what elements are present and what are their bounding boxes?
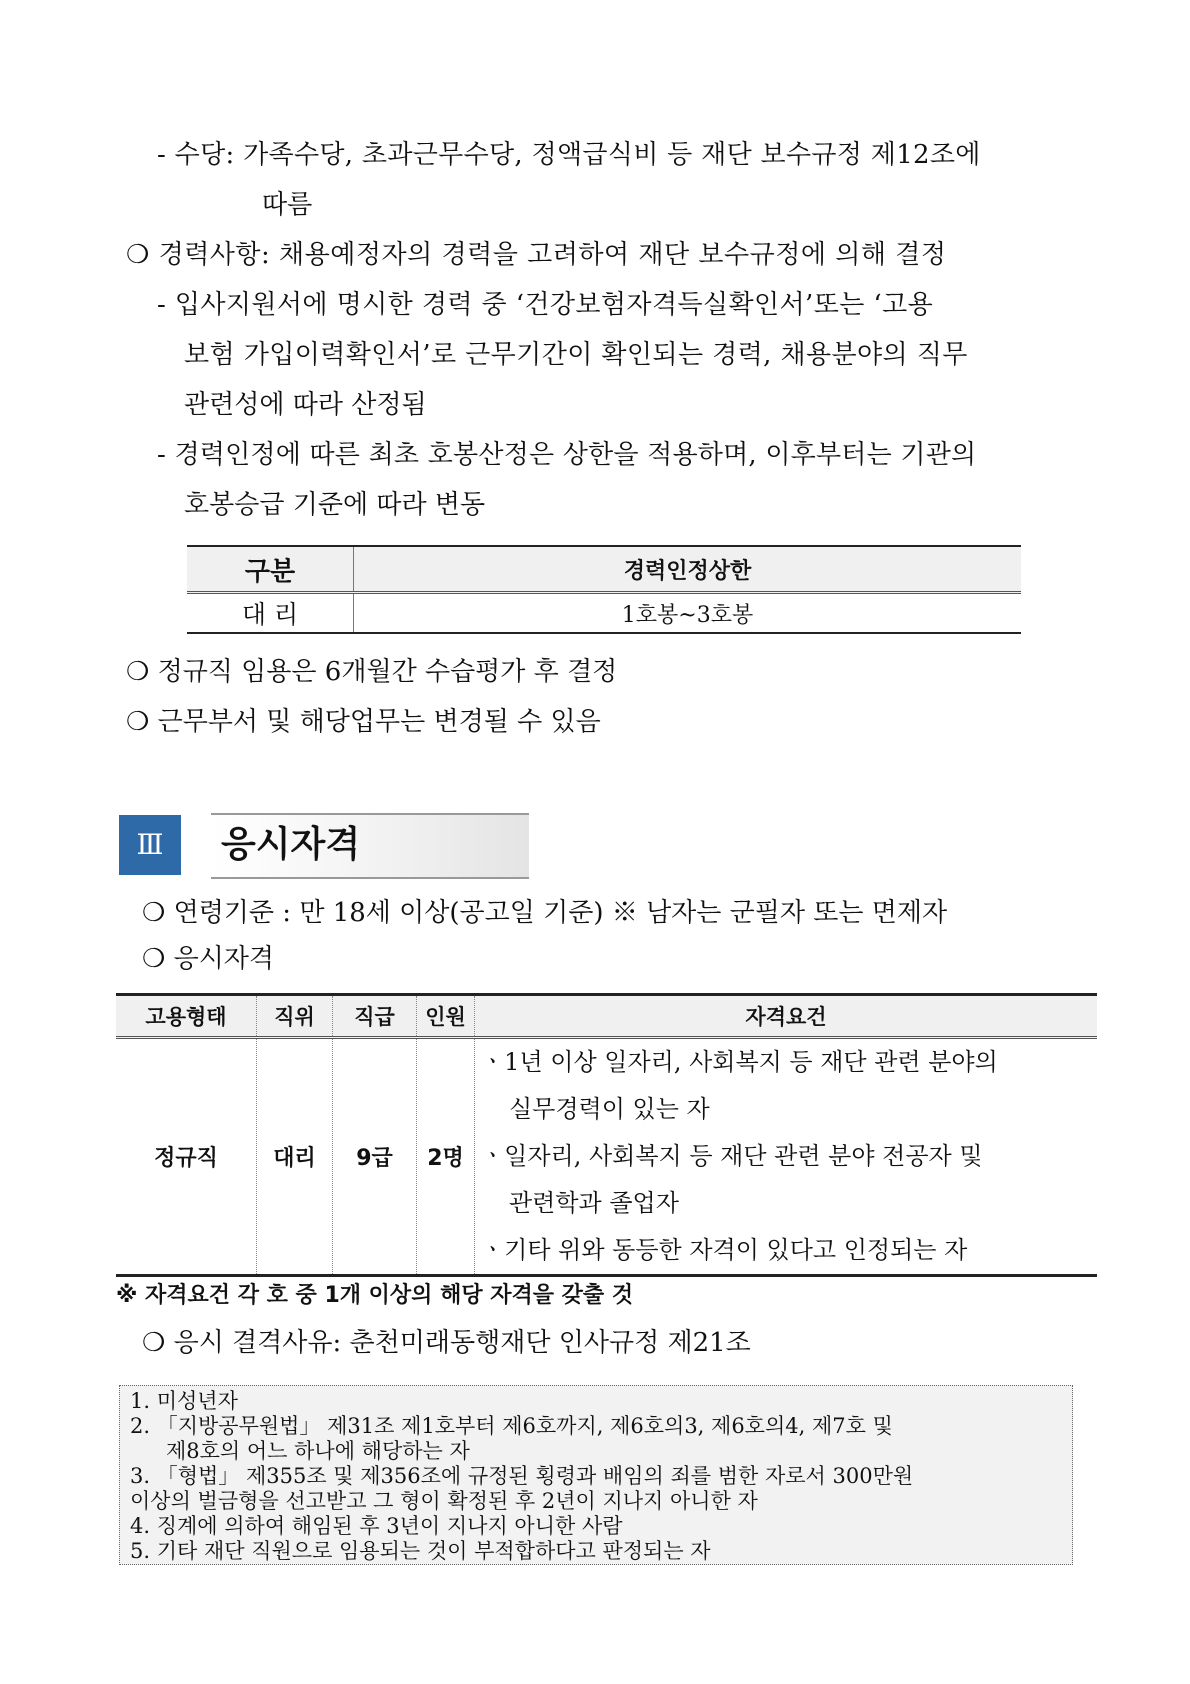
probation-line: ❍ 정규직 임용은 6개월간 수습평가 후 결정 — [126, 657, 618, 687]
section-number: Ⅲ — [119, 815, 181, 875]
disqualification-item-1: 1. 미성년자 — [130, 1389, 238, 1413]
requirement-3: ㆍ기타 위와 동등한 자격이 있다고 인정되는 자 — [481, 1236, 968, 1264]
section-title: 응시자격 — [221, 824, 361, 865]
disqualification-item-4: 4. 징계에 의하여 해임된 후 3년이 지나지 아니한 사람 — [130, 1514, 623, 1538]
disqualification-item-2-cont: 제8호의 어느 하나에 해당하는 자 — [166, 1439, 470, 1463]
career-detail-line-2: 보험 가입이력확인서’로 근무기간이 확인되는 경력, 채용분야의 직무 — [184, 340, 968, 370]
department-change-line: ❍ 근무부서 및 해당업무는 변경될 수 있음 — [126, 707, 601, 737]
disqualification-item-2: 2. 「지방공무원법」 제31조 제1호부터 제6호까지, 제6호의3, 제6호의4, 제7호 및 — [130, 1414, 893, 1438]
career-rule-line-2: 호봉승급 기준에 따라 변동 — [184, 490, 486, 520]
qual-cell-position: 대리 — [257, 1038, 333, 1276]
qualification-heading-line: ❍ 응시자격 — [142, 944, 275, 974]
qual-header-position: 직위 — [257, 995, 333, 1038]
career-table-cell-position: 대 리 — [187, 593, 354, 634]
qual-header-requirements: 자격요건 — [475, 995, 1098, 1038]
career-rule-line-1: - 경력인정에 따른 최초 호봉산정은 상한을 적용하며, 이후부터는 기관의 — [157, 440, 977, 470]
career-detail-line-1: - 입사지원서에 명시한 경력 중 ‘건강보험자격득실확인서’또는 ‘고용 — [157, 290, 934, 320]
qual-cell-grade: 9급 — [333, 1038, 417, 1276]
qual-cell-requirements — [475, 1038, 1098, 1276]
disqualification-box — [119, 1385, 1073, 1565]
disqualification-item-3: 3. 「형법」 제355조 및 제356조에 규정된 횡령과 배임의 죄를 범한 자로서 300만원 — [130, 1464, 914, 1488]
disqualification-item-3-cont: 이상의 벌금형을 선고받고 그 형이 확정된 후 2년이 지나지 아니한 자 — [130, 1489, 758, 1513]
qual-cell-count: 2명 — [417, 1038, 475, 1276]
career-cap-table — [187, 545, 1021, 634]
career-table-cell-cap: 1호봉~3호봉 — [354, 593, 1022, 634]
career-detail-line-3: 관련성에 따라 산정됨 — [184, 390, 427, 420]
age-criteria-line: ❍ 연령기준 : 만 18세 이상(공고일 기준) ※ 남자는 군필자 또는 면제자 — [142, 898, 948, 928]
requirement-2-cont: 관련학과 졸업자 — [509, 1189, 679, 1217]
qual-cell-type: 정규직 — [116, 1038, 257, 1276]
requirement-2: ㆍ일자리, 사회복지 등 재단 관련 분야 전공자 및 — [481, 1142, 983, 1170]
disqualification-heading-line: ❍ 응시 결격사유: 춘천미래동행재단 인사규정 제21조 — [142, 1328, 751, 1358]
qual-header-type: 고용형태 — [116, 995, 257, 1038]
section-title-box — [211, 813, 529, 879]
career-table-header-cap: 경력인정상한 — [354, 546, 1022, 593]
qual-header-grade: 직급 — [333, 995, 417, 1038]
allowance-line: - 수당: 가족수당, 초과근무수당, 정액급식비 등 재단 보수규정 제12조에 — [157, 140, 981, 170]
qualification-note: ※ 자격요건 각 호 중 1개 이상의 해당 자격을 갖출 것 — [116, 1283, 634, 1308]
qualification-table — [116, 993, 1097, 1277]
allowance-line-cont: 따름 — [262, 190, 313, 220]
career-table-header-category: 구분 — [187, 546, 354, 593]
requirement-1: ㆍ1년 이상 일자리, 사회복지 등 재단 관련 분야의 — [481, 1048, 998, 1076]
disqualification-item-5: 5. 기타 재단 직원으로 임용되는 것이 부적합하다고 판정되는 자 — [130, 1539, 711, 1563]
career-heading-line: ❍ 경력사항: 채용예정자의 경력을 고려하여 재단 보수규정에 의해 결정 — [126, 240, 947, 270]
requirement-1-cont: 실무경력이 있는 자 — [509, 1095, 710, 1123]
qual-header-count: 인원 — [417, 995, 475, 1038]
table-row — [116, 1038, 1097, 1276]
table-row — [187, 593, 1021, 634]
